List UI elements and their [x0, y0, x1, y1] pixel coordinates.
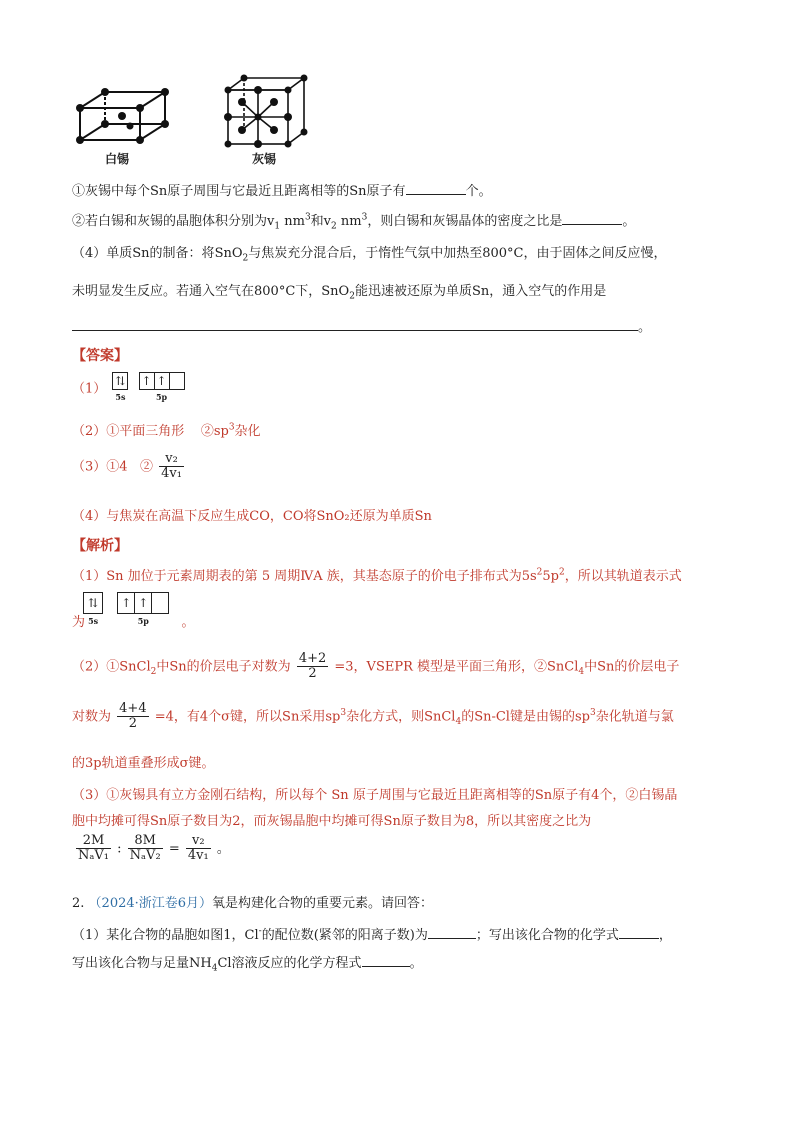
fraction: $\frac{\text{v₂}}{\text{4v₁}}$ — [161, 451, 182, 482]
fraction: $\frac{4+4}{2}$ — [119, 701, 147, 732]
fraction: $\frac{\text{v₂}}{\text{4v₁}}$ — [187, 833, 209, 864]
answer-blank[interactable] — [562, 212, 622, 225]
answer-blank[interactable] — [619, 926, 659, 939]
answer-blank[interactable] — [428, 926, 476, 939]
white-tin-label: 白锡 — [105, 152, 130, 166]
orbital-5p: ↑ ↑ 5p — [117, 592, 169, 626]
analysis-heading: 【解析】 — [72, 538, 128, 554]
answer-3: （3）①4 ② $\frac{\text{v₂}}{\text{4v₁}}$ — [72, 451, 182, 482]
answer-4: （4）与焦炭在高温下反应生成CO，CO将SnO₂还原为单质Sn — [72, 509, 432, 524]
orbital-5s: ⇅ 5s — [83, 592, 103, 626]
q3-sub2: ②若白锡和灰锡的晶胞体积分别为$v_1$ $nm^3$和$v_2$ $nm^3$，则白锡和灰锡晶体的密度之比是 。 — [72, 212, 636, 232]
answer-blank[interactable] — [72, 318, 638, 331]
analysis-3-formula: $\frac{2M}{\text{NₐV₁}}$ : $\frac{8M}{\text{NₐV₂}}$ = $\frac{\text{v₂}}{\text{4v₁}}$ 。 — [78, 833, 230, 864]
orbital-5p: ↑ ↑ 5p — [139, 372, 185, 402]
analysis-2-line3: 的3p轨道重叠形成σ键。 — [72, 756, 215, 771]
fraction: $\frac{4+2}{2}$ — [298, 651, 327, 682]
analysis-3-line2: 胞中均摊可得Sn原子数目为2，而灰锡晶胞中均摊可得Sn原子数目为8，所以其密度之比为 — [72, 814, 592, 829]
answer-2: （2）①平面三角形 $②sp^3$杂化 — [72, 422, 261, 439]
analysis-1: （1）Sn 加位于元素周期表的第 5 周期ⅣA 族，其基态原子的价电子排布式为$5s^25p^2$，所以其轨道表示式 — [72, 567, 682, 584]
analysis-1-orbital: 为 ⇅ 5s ↑ ↑ 5p 。 — [72, 596, 194, 630]
gray-tin-label: 灰锡 — [252, 152, 277, 166]
orbital-5s: ⇅ 5s — [112, 372, 128, 402]
q4-line2: 未明显发生反应。若通入空气在800°C下，SnO$_2$能迅速被还原为单质Sn，通入空气的作用是 — [72, 284, 607, 302]
fraction: $\frac{8M}{\text{NₐV₂}}$ — [129, 833, 161, 864]
q4-line1: （4）单质Sn的制备：将SnO$_2$与焦炭充分混合后，于惰性气氛中加热至800°C，由于固体之间反应慢， — [72, 246, 667, 264]
fraction: $\frac{2M}{\text{NₐV₁}}$ — [78, 833, 109, 864]
white-tin-figure — [70, 78, 180, 168]
q4-answer-line[interactable]: 。 — [72, 316, 651, 335]
question-2-header: 2. （2024·浙江卷6月）氧是构建化合物的重要元素。请回答： — [72, 896, 434, 911]
analysis-3-line1: （3）①灰锡具有立方金刚石结构，所以每个 Sn 原子周围与它最近且距离相等的Sn原子有4个，②白锡晶 — [72, 788, 678, 803]
answer-1: （1） ⇅ 5s ↑ ↑ 5p — [72, 372, 185, 402]
question-2-line2: 写出该化合物与足量$NH_4Cl$溶液反应的化学方程式 。 — [72, 956, 423, 974]
analysis-2-line1: （2）①SnCl$_2$中Sn的价层电子对数为 $\frac{4+2}{2}$ =3，VSEPR 模型是平面三角形，②SnCl$_4$中Sn的价层电子 — [72, 651, 680, 682]
analysis-2-line2: 对数为 $\frac{4+4}{2}$ =4，有4个σ键，所以Sn采用$sp^3$杂化方式，则SnCl$_4$的Sn-Cl键是由锡的$sp^3$杂化轨道与氯 — [72, 701, 674, 732]
answer-heading: 【答案】 — [72, 348, 128, 364]
q3-sub1: ①灰锡中每个Sn原子周围与它最近且距离相等的Sn原子有 个。 — [72, 184, 492, 199]
answer-blank[interactable] — [362, 954, 410, 967]
gray-tin-figure — [222, 72, 312, 168]
question-2-line1: （1）某化合物的晶胞如图1，Cl-的配位数(紧邻的阳离子数)为 ；写出该化合物的化学式 ， — [72, 926, 672, 943]
answer-blank[interactable] — [406, 182, 466, 195]
